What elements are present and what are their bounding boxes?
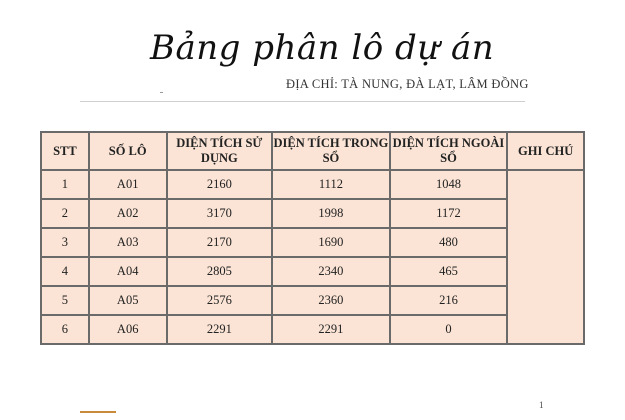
cell-uncertified-area: 480 xyxy=(390,228,508,257)
col-header-stt: STT xyxy=(41,132,89,170)
cell-used-area: 2160 xyxy=(167,170,273,199)
cell-certified-area: 2340 xyxy=(272,257,390,286)
col-header-certified-area: DIỆN TÍCH TRONG SỔ xyxy=(272,132,390,170)
table-row xyxy=(41,228,584,257)
cell-uncertified-area: 1048 xyxy=(390,170,508,199)
cell-certified-area: 2360 xyxy=(272,286,390,315)
cell-certified-area: 1112 xyxy=(272,170,390,199)
col-header-note: GHI CHÚ xyxy=(507,132,584,170)
cell-used-area: 2576 xyxy=(167,286,273,315)
cell-used-area: 2805 xyxy=(167,257,273,286)
page-title: Bảng phân lô dự án xyxy=(150,28,495,68)
cell-stt: 3 xyxy=(41,228,89,257)
table-row xyxy=(41,315,584,344)
table-header-row xyxy=(41,132,584,170)
table-row xyxy=(41,170,584,199)
cell-uncertified-area: 216 xyxy=(390,286,508,315)
table-row xyxy=(41,286,584,315)
col-header-lot: SỐ LÔ xyxy=(89,132,167,170)
project-address: ĐỊA CHỈ: TÀ NUNG, ĐÀ LẠT, LÂM ĐỒNG xyxy=(286,77,529,91)
cell-lot: A04 xyxy=(89,257,167,286)
cell-stt: 4 xyxy=(41,257,89,286)
cell-used-area: 3170 xyxy=(167,199,273,228)
cell-note xyxy=(507,170,584,344)
header-divider xyxy=(80,101,525,102)
cell-used-area: 2291 xyxy=(167,315,273,344)
cell-lot: A03 xyxy=(89,228,167,257)
cell-stt: 5 xyxy=(41,286,89,315)
cell-stt: 2 xyxy=(41,199,89,228)
cell-used-area: 2170 xyxy=(167,228,273,257)
cell-lot: A06 xyxy=(89,315,167,344)
cell-certified-area: 2291 xyxy=(272,315,390,344)
cell-uncertified-area: 465 xyxy=(390,257,508,286)
table-row xyxy=(41,199,584,228)
page-number: 1 xyxy=(539,400,544,410)
divider-mark xyxy=(160,92,163,93)
cell-certified-area: 1690 xyxy=(272,228,390,257)
cell-lot: A02 xyxy=(89,199,167,228)
cell-uncertified-area: 0 xyxy=(390,315,508,344)
col-header-uncertified-area: DIỆN TÍCH NGOÀI SỔ xyxy=(390,132,508,170)
cell-stt: 6 xyxy=(41,315,89,344)
col-header-used-area: DIỆN TÍCH SỬ DỤNG xyxy=(167,132,273,170)
cell-lot: A05 xyxy=(89,286,167,315)
lot-table xyxy=(40,131,585,345)
cell-certified-area: 1998 xyxy=(272,199,390,228)
cell-lot: A01 xyxy=(89,170,167,199)
table-row xyxy=(41,257,584,286)
footer-accent-bar xyxy=(80,411,116,413)
cell-uncertified-area: 1172 xyxy=(390,199,508,228)
cell-stt: 1 xyxy=(41,170,89,199)
